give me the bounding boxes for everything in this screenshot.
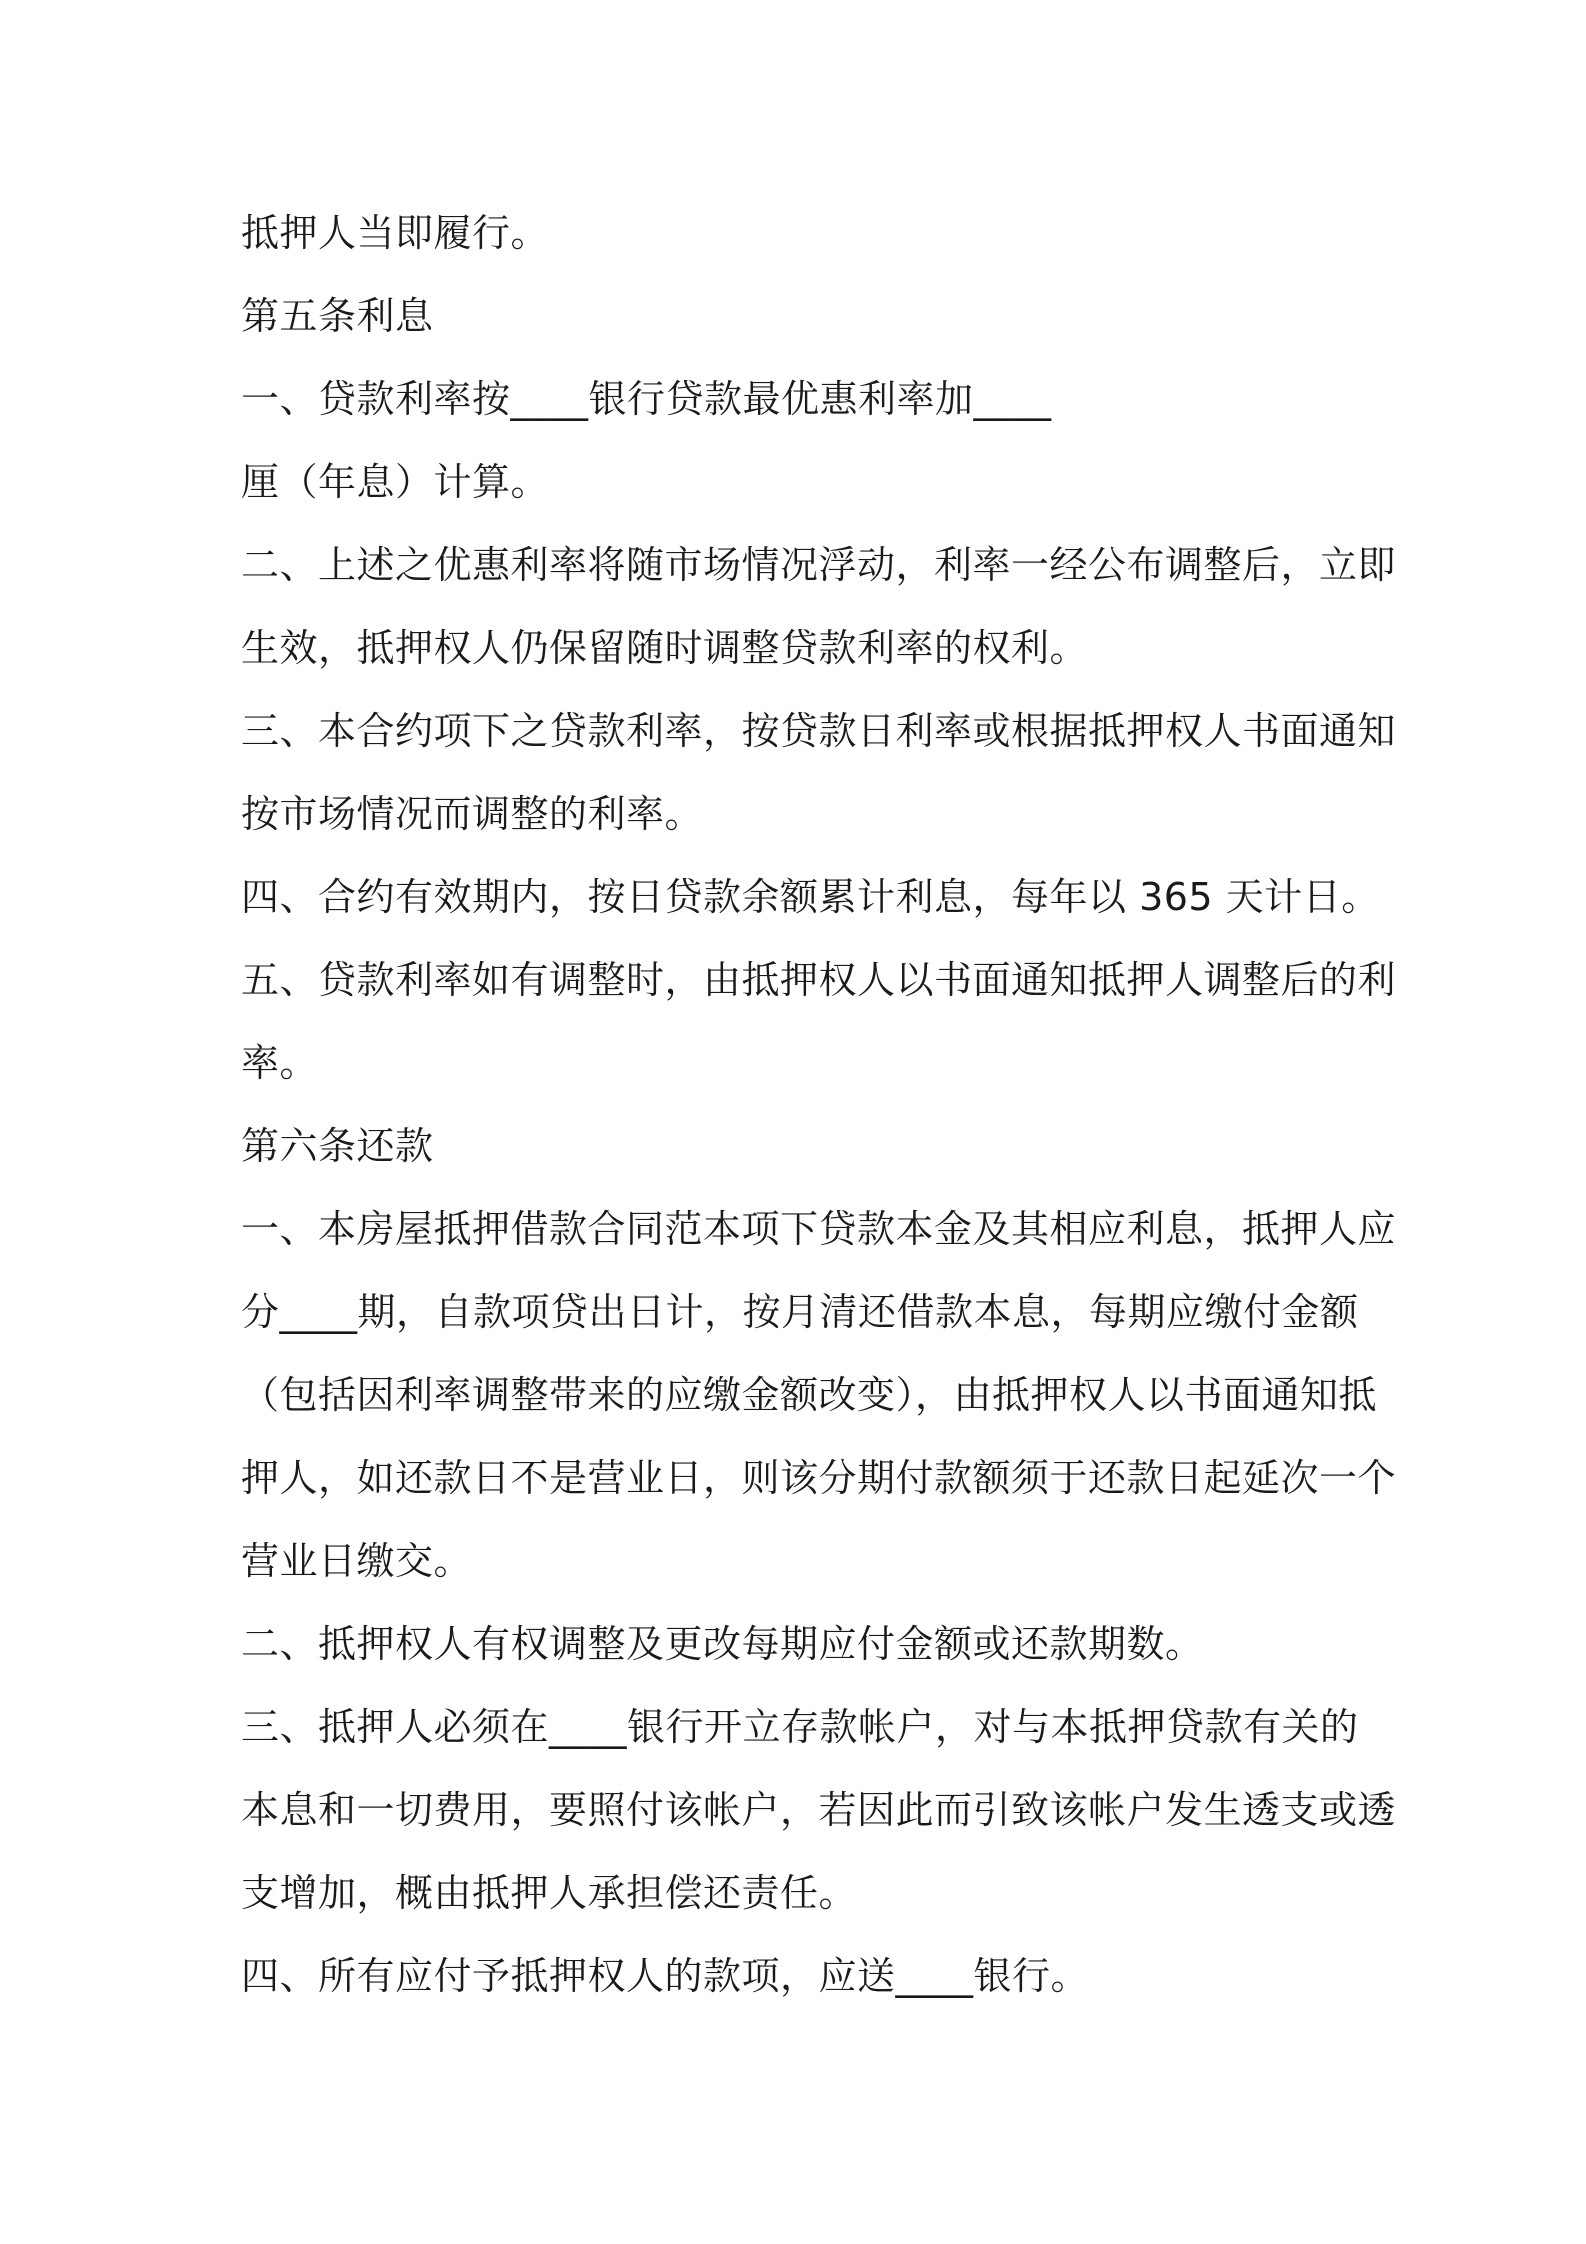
- text-line: 三、本合约项下之贷款利率，按贷款日利率或根据抵押权人书面通知: [241, 709, 1397, 753]
- text-line: 生效，抵押权人仍保留随时调整贷款利率的权利。: [241, 626, 1089, 670]
- text-line: 一、本房屋抵押借款合同范本项下贷款本金及其相应利息，抵押人应: [241, 1207, 1397, 1251]
- text-line: 四、合约有效期内，按日贷款余额累计利息，每年以 365 天计日。: [241, 875, 1380, 919]
- text-line: 率。: [241, 1041, 319, 1085]
- text-line: 支增加，概由抵押人承担偿还责任。: [241, 1871, 858, 1915]
- section-heading: 第五条利息: [241, 294, 434, 338]
- text-line: 四、所有应付予抵押权人的款项，应送____银行。: [241, 1954, 1090, 1998]
- text-line: 五、贷款利率如有调整时，由抵押权人以书面通知抵押人调整后的利: [241, 958, 1397, 1002]
- text-line: 一、贷款利率按____银行贷款最优惠利率加____: [241, 377, 1052, 421]
- document-body: [241, 192, 1397, 2018]
- text-line: 抵押人当即履行。: [241, 211, 550, 255]
- text-line: 三、抵押人必须在____银行开立存款帐户，对与本抵押贷款有关的: [241, 1705, 1359, 1749]
- text-line: 二、上述之优惠利率将随市场情况浮动，利率一经公布调整后，立即: [241, 543, 1397, 587]
- text-line: 押人，如还款日不是营业日，则该分期付款额须于还款日起延次一个: [241, 1456, 1397, 1500]
- section-heading: 第六条还款: [241, 1124, 434, 1168]
- text-line: 按市场情况而调整的利率。: [241, 792, 704, 836]
- text-line: 分____期，自款项贷出日计，按月清还借款本息，每期应缴付金额: [241, 1290, 1359, 1334]
- text-line: 厘（年息）计算。: [241, 460, 550, 504]
- text-line: 二、抵押权人有权调整及更改每期应付金额或还款期数。: [241, 1622, 1204, 1666]
- text-line: （包括因利率调整带来的应缴金额改变），由抵押权人以书面通知抵: [241, 1373, 1378, 1417]
- text-line: 营业日缴交。: [241, 1539, 473, 1583]
- text-line: 本息和一切费用，要照付该帐户，若因此而引致该帐户发生透支或透: [241, 1788, 1397, 1832]
